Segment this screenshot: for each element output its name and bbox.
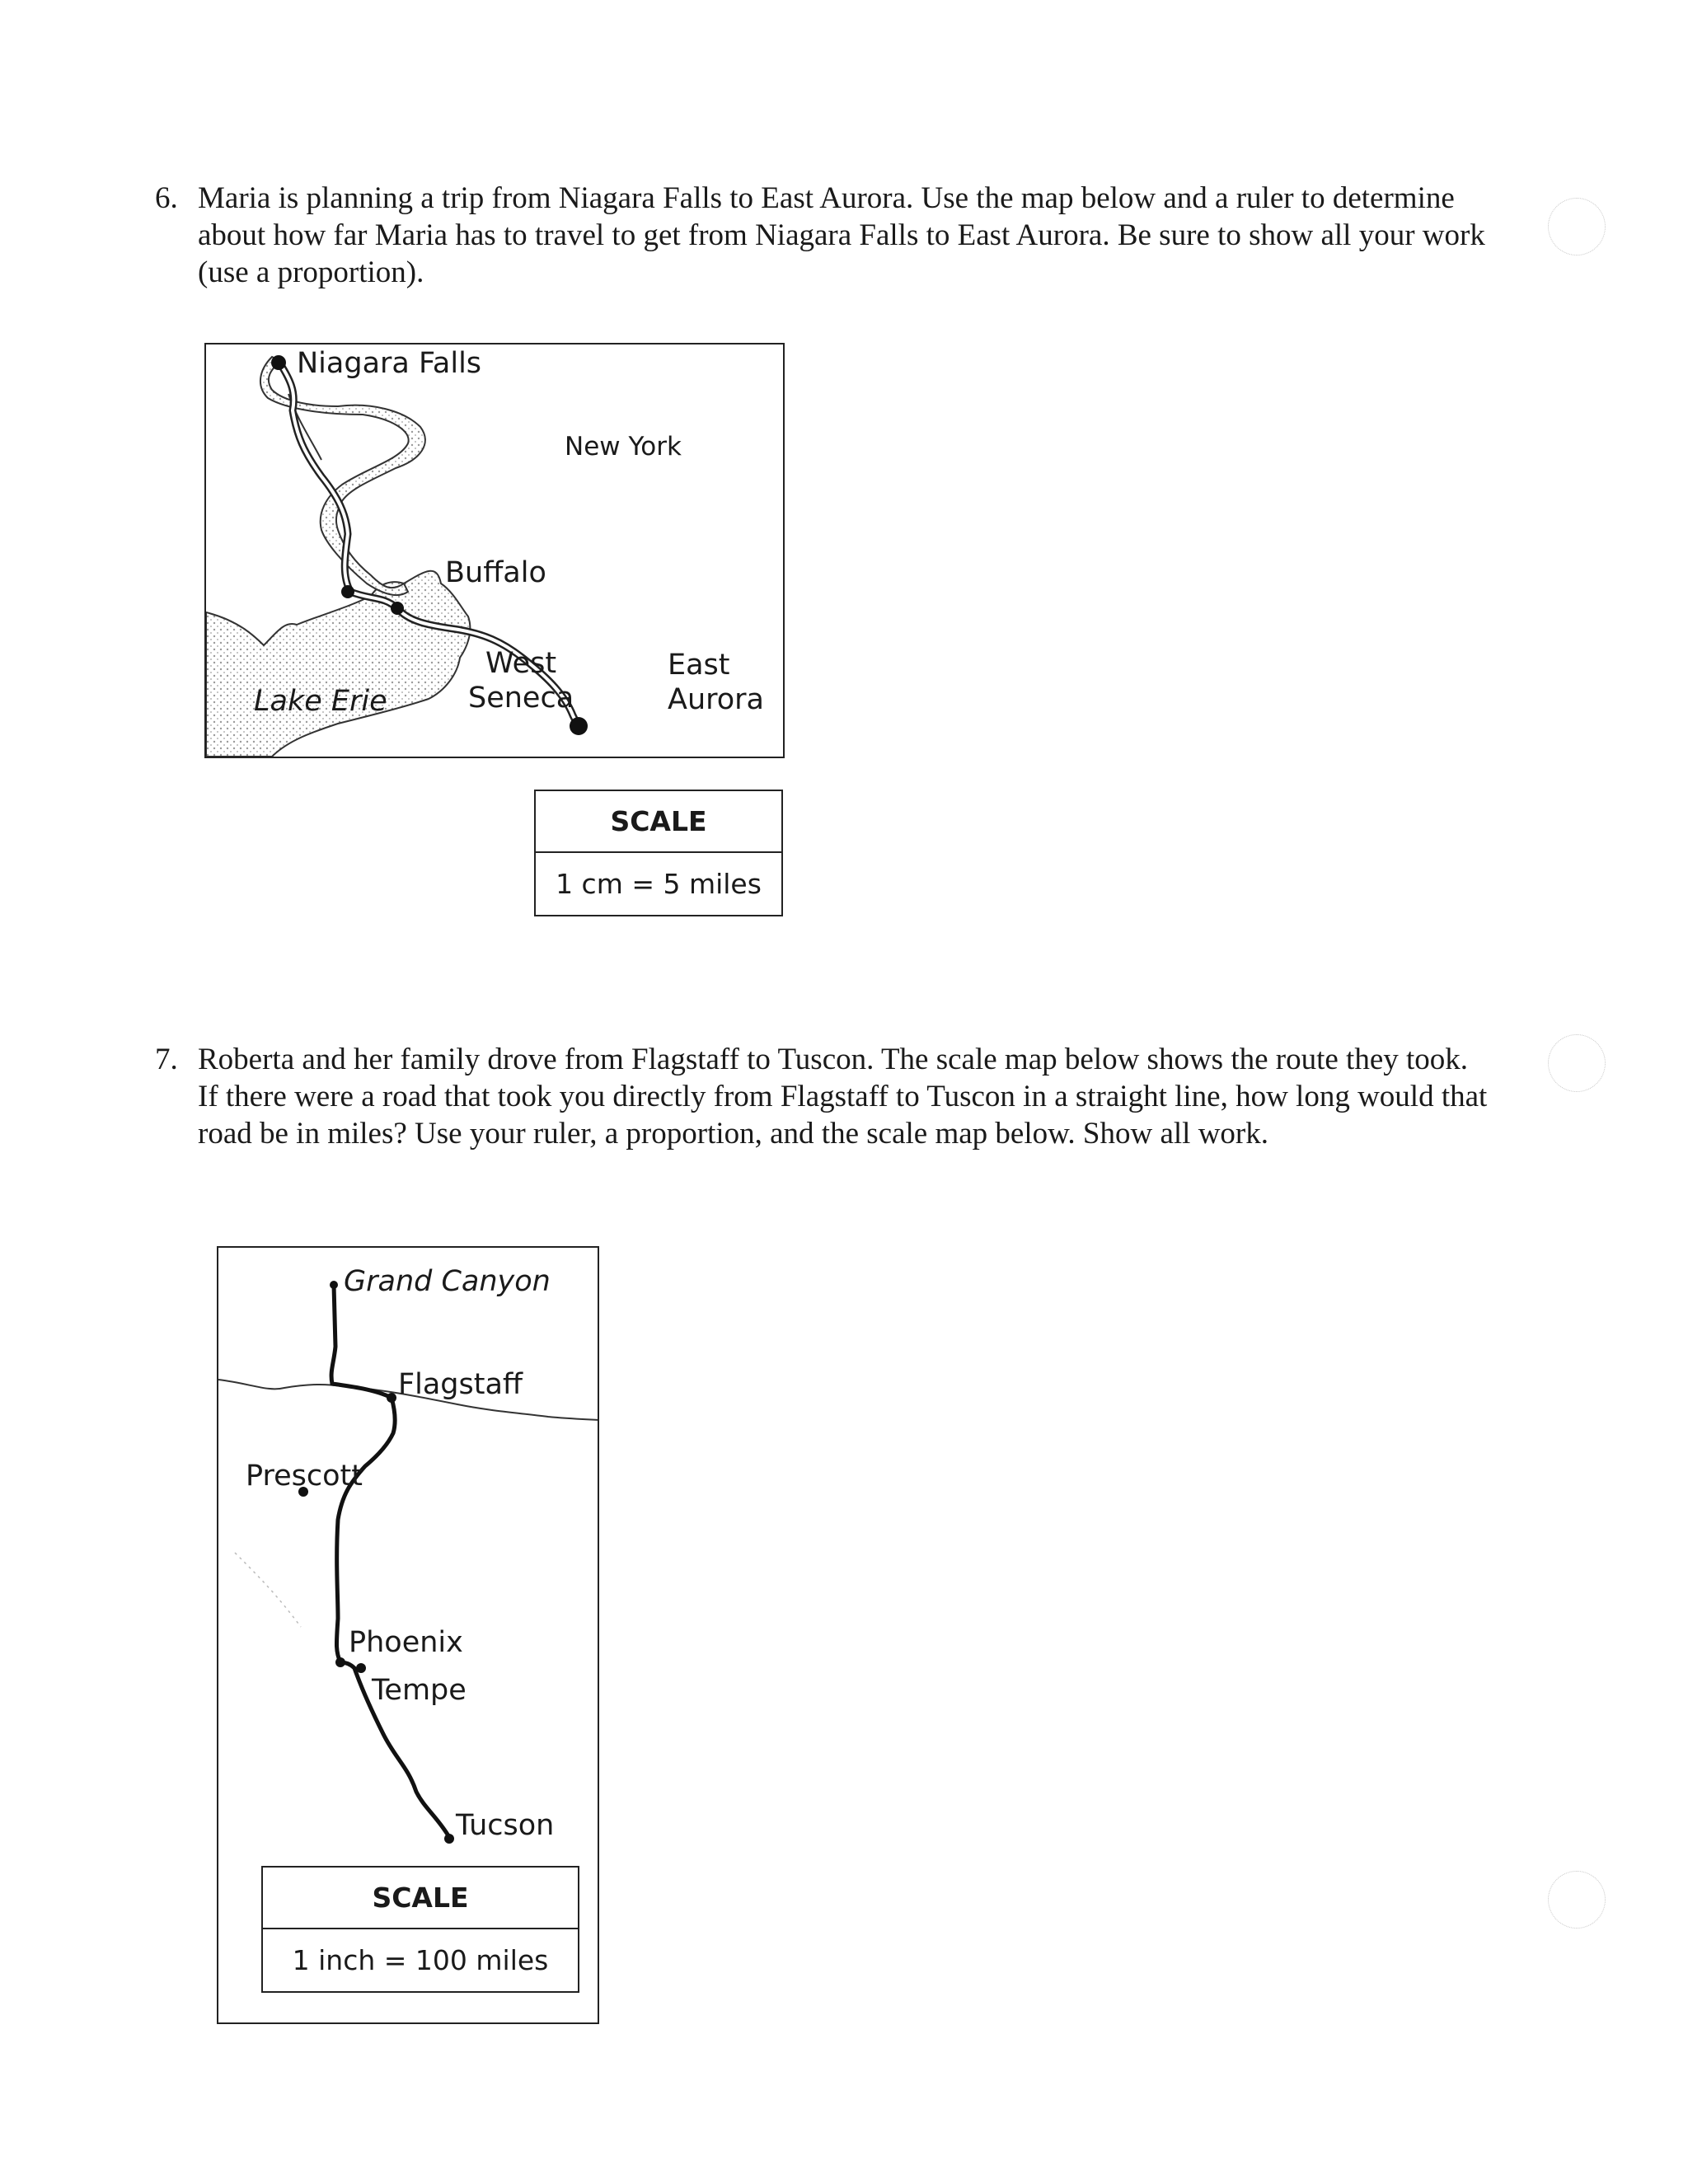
punch-hole [1548,1871,1606,1929]
question-7 [155,1041,1490,1152]
west-seneca-dot [391,602,404,615]
faint-line [235,1553,301,1627]
niagara-falls-dot [271,355,286,370]
grand-canyon-dot [330,1281,338,1289]
label-east-aurora: East Aurora [668,649,764,716]
label-buffalo: Buffalo [445,556,546,589]
question-number: 7. [155,1043,178,1076]
east-aurora-dot [570,717,588,735]
scale-box-q7 [261,1866,579,1993]
question-number: 6. [155,181,178,215]
tucson-dot [444,1834,454,1844]
buffalo-dot [341,585,354,598]
scale-value: 1 cm = 5 miles [556,868,762,900]
scale-value: 1 inch = 100 miles [292,1944,549,1976]
label-new-york: New York [565,432,682,462]
question-text: Maria is planning a trip from Niagara Falls to East Aurora. Use the map below and a ruler to determine about how far Maria has to travel to get from Niagara Falls to East Aurora. Be sure to show all your work (use a proportion). [198,181,1485,289]
label-flagstaff: Flagstaff [398,1368,523,1401]
label-phoenix: Phoenix [349,1626,463,1659]
scale-box-q6 [534,790,783,916]
phoenix-dot [335,1657,345,1667]
scale-title: SCALE [263,1868,578,1929]
label-tucson: Tucson [456,1809,555,1842]
question-6 [155,180,1490,291]
label-prescott: Prescott [246,1460,363,1493]
label-niagara-falls: Niagara Falls [297,347,482,380]
label-west-seneca: West Seneca [468,647,574,715]
arizona-map [217,1246,599,2024]
niagara-map [204,343,785,758]
flagstaff-dot [387,1393,396,1403]
tempe-dot [356,1663,366,1673]
punch-hole [1548,198,1606,255]
punch-hole [1548,1034,1606,1092]
scale-title: SCALE [536,791,781,853]
question-text: Roberta and her family drove from Flagstaff to Tuscon. The scale map below shows the route they took. If there were a road that took you directly from Flagstaff to Tuscon in a straight line, how long would that road be in miles? Use your ruler, a proportion, and the scale map below. Show all work. [198,1043,1488,1151]
label-lake-erie: Lake Erie [254,685,387,718]
label-tempe: Tempe [372,1674,467,1707]
lake-erie-water [206,571,470,757]
label-grand-canyon: Grand Canyon [344,1265,551,1298]
